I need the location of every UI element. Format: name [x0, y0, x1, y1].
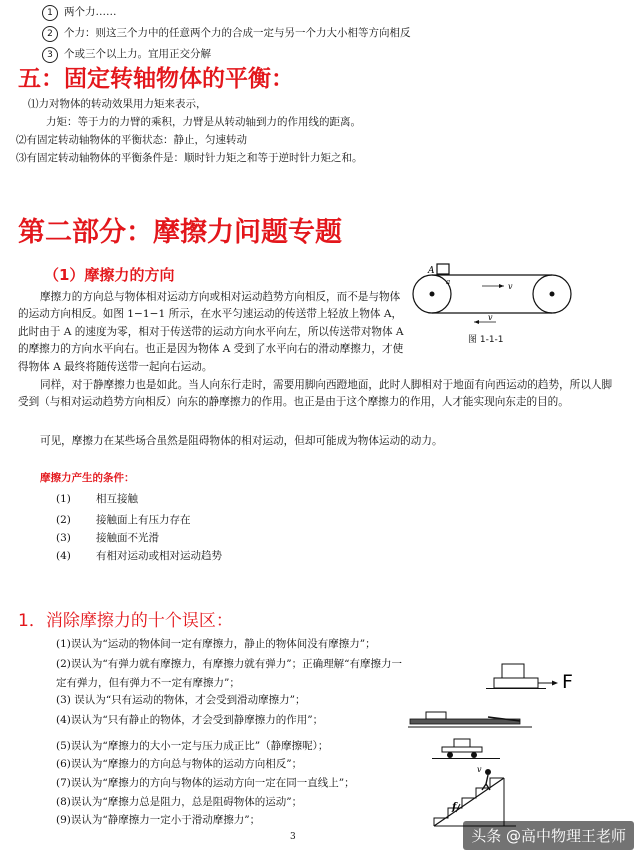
- block-bottom: [494, 678, 538, 688]
- label-v: v: [488, 313, 493, 322]
- list-item-text: 个或三个以上力。宜用正交分解: [64, 48, 211, 60]
- section-line: ⑶有固定转动轴物体的平衡条件是：顺时针力矩之和等于逆时针力矩之和。: [16, 152, 363, 164]
- condition-text: 接触面上有压力存在: [96, 514, 191, 526]
- section-heading: 五：固定转轴物体的平衡：: [18, 66, 294, 92]
- wheel: [447, 752, 453, 758]
- label-f: f: [452, 802, 457, 813]
- condition-number: (2): [56, 514, 71, 526]
- figure-caption: 图 1-1-1: [468, 335, 504, 345]
- circled-number: 1: [42, 5, 58, 21]
- page-number: 3: [290, 832, 296, 842]
- staircase-figure: [430, 764, 522, 828]
- misconceptions-title: 1．消除摩擦力的十个误区：: [18, 611, 233, 631]
- label-v: v: [477, 765, 482, 774]
- paragraph: 摩擦力的方向总与物体相对运动方向或相对运动趋势方向相反，而不是与物体的运动方向相反。如图 1−1−1 所示，在水平匀速运动的传送带上轻放上物体 A，此时由于 A 的速度为零，相对于传送带的运动方向水平向左，所以传送带对物体 A 的摩擦力的方向水平向右。也正是因为物体 A 受到了水平向右的滑动摩擦力，才使得物体 A 最终将随传送带一起向右运动。: [18, 291, 404, 373]
- cart-figure: [430, 737, 502, 765]
- section-line: ⑵有固定转动轴物体的平衡状态：静止，匀速转动: [16, 134, 247, 146]
- misconception-item: (9)误认为“静摩擦力一定小于滑动摩擦力”；: [56, 814, 261, 826]
- person-head: [485, 769, 491, 775]
- slope-line: [434, 778, 504, 826]
- list-item-text: 个力：则这三个力中的任意两个力的合成一定与另一个力大小相等方向相反: [64, 27, 411, 39]
- misconception-item: (7)误认为“摩擦力的方向与物体的运动方向一定在同一直线上”；: [56, 777, 355, 789]
- condition-item: [56, 530, 159, 545]
- cart-body: [442, 747, 482, 752]
- subheading: （1）摩擦力的方向: [44, 266, 175, 284]
- person-body: [486, 775, 488, 784]
- misconception-item: (4)误认为“只有静止的物体，才会受到静摩擦力的作用”；: [56, 714, 324, 726]
- condition-item: [56, 491, 138, 506]
- arrowhead: [499, 284, 504, 288]
- condition-number: (3): [56, 532, 71, 544]
- person-leg: [482, 784, 486, 790]
- condition-item: [56, 512, 191, 527]
- arrowhead: [474, 320, 479, 324]
- left-axle: [430, 292, 435, 297]
- wheel: [471, 752, 477, 758]
- paragraph: 同样，对于静摩擦力也是如此。当人向东行走时，需要用脚向西蹬地面，此时人脚相对于地面有向西运动的趋势，所以人脚受到（与相对运动趋势方向相反）向东的静摩擦力的作用。也正是由于这个摩擦力的作用，人才能实现向东走的目的。: [18, 379, 613, 409]
- block-a: [437, 264, 449, 274]
- list-item: [42, 4, 117, 21]
- section-line: ⑴力对物体的转动效果用力矩来表示，: [28, 98, 207, 110]
- block-top: [502, 664, 524, 678]
- condition-text: 接触面不光滑: [96, 532, 159, 544]
- cart-load: [454, 739, 470, 747]
- misconception-item: (3) 误认为“只有运动的物体，才会受到滑动摩擦力”；: [56, 694, 306, 706]
- block-force-figure: [486, 660, 586, 694]
- part-heading: 第二部分：摩擦力问题专题: [18, 217, 342, 248]
- misconception-item: 定有弹力，但有弹力不一定有摩擦力”；: [56, 677, 240, 689]
- misconception-item: (6)误认为“摩擦力的方向总与物体的运动方向相反”；: [56, 758, 303, 770]
- label-a-lower: a: [446, 278, 451, 286]
- condition-number: (4): [56, 550, 71, 562]
- misconception-item: (8)误认为“摩擦力总是阻力，总是阻碍物体的运动”；: [56, 796, 303, 808]
- circled-number: 2: [42, 26, 58, 42]
- list-item-text: 两个力……: [64, 6, 117, 18]
- condition-item: [56, 548, 222, 563]
- misconception-item: (2)误认为“有弹力就有摩擦力，有摩擦力就有弹力”；正确理解“有摩擦力一: [56, 658, 402, 670]
- watermark: 头条 @高中物理王老师: [463, 821, 634, 850]
- paragraph: 可见，摩擦力在某些场合虽然是阻碍物体的相对运动，但却可能成为物体运动的动力。: [40, 435, 443, 447]
- right-axle: [550, 292, 555, 297]
- condition-text: 有相对运动或相对运动趋势: [96, 550, 222, 562]
- circled-number: 3: [42, 47, 58, 63]
- list-item: [42, 25, 411, 42]
- force-label: F: [562, 671, 573, 693]
- section-line: 力矩：等于力的力臂的乘积，力臂是从转动轴到力的作用线的距离。: [46, 116, 361, 128]
- label-a: A: [428, 266, 435, 276]
- small-box: [426, 712, 446, 719]
- misconception-item: (5)误认为“摩擦力的大小一定与压力成正比”（静摩擦呢）；: [56, 740, 329, 752]
- misconception-item: (1)误认为“运动的物体间一定有摩擦力，静止的物体间没有摩擦力”；: [56, 638, 376, 650]
- condition-text: 相互接触: [96, 493, 138, 505]
- condition-number: (1): [56, 493, 71, 505]
- plank-figure: [408, 707, 534, 733]
- label-v: v: [508, 282, 513, 291]
- plank: [410, 719, 520, 724]
- arrowhead: [552, 681, 558, 686]
- conditions-title: 摩擦力产生的条件：: [40, 472, 135, 484]
